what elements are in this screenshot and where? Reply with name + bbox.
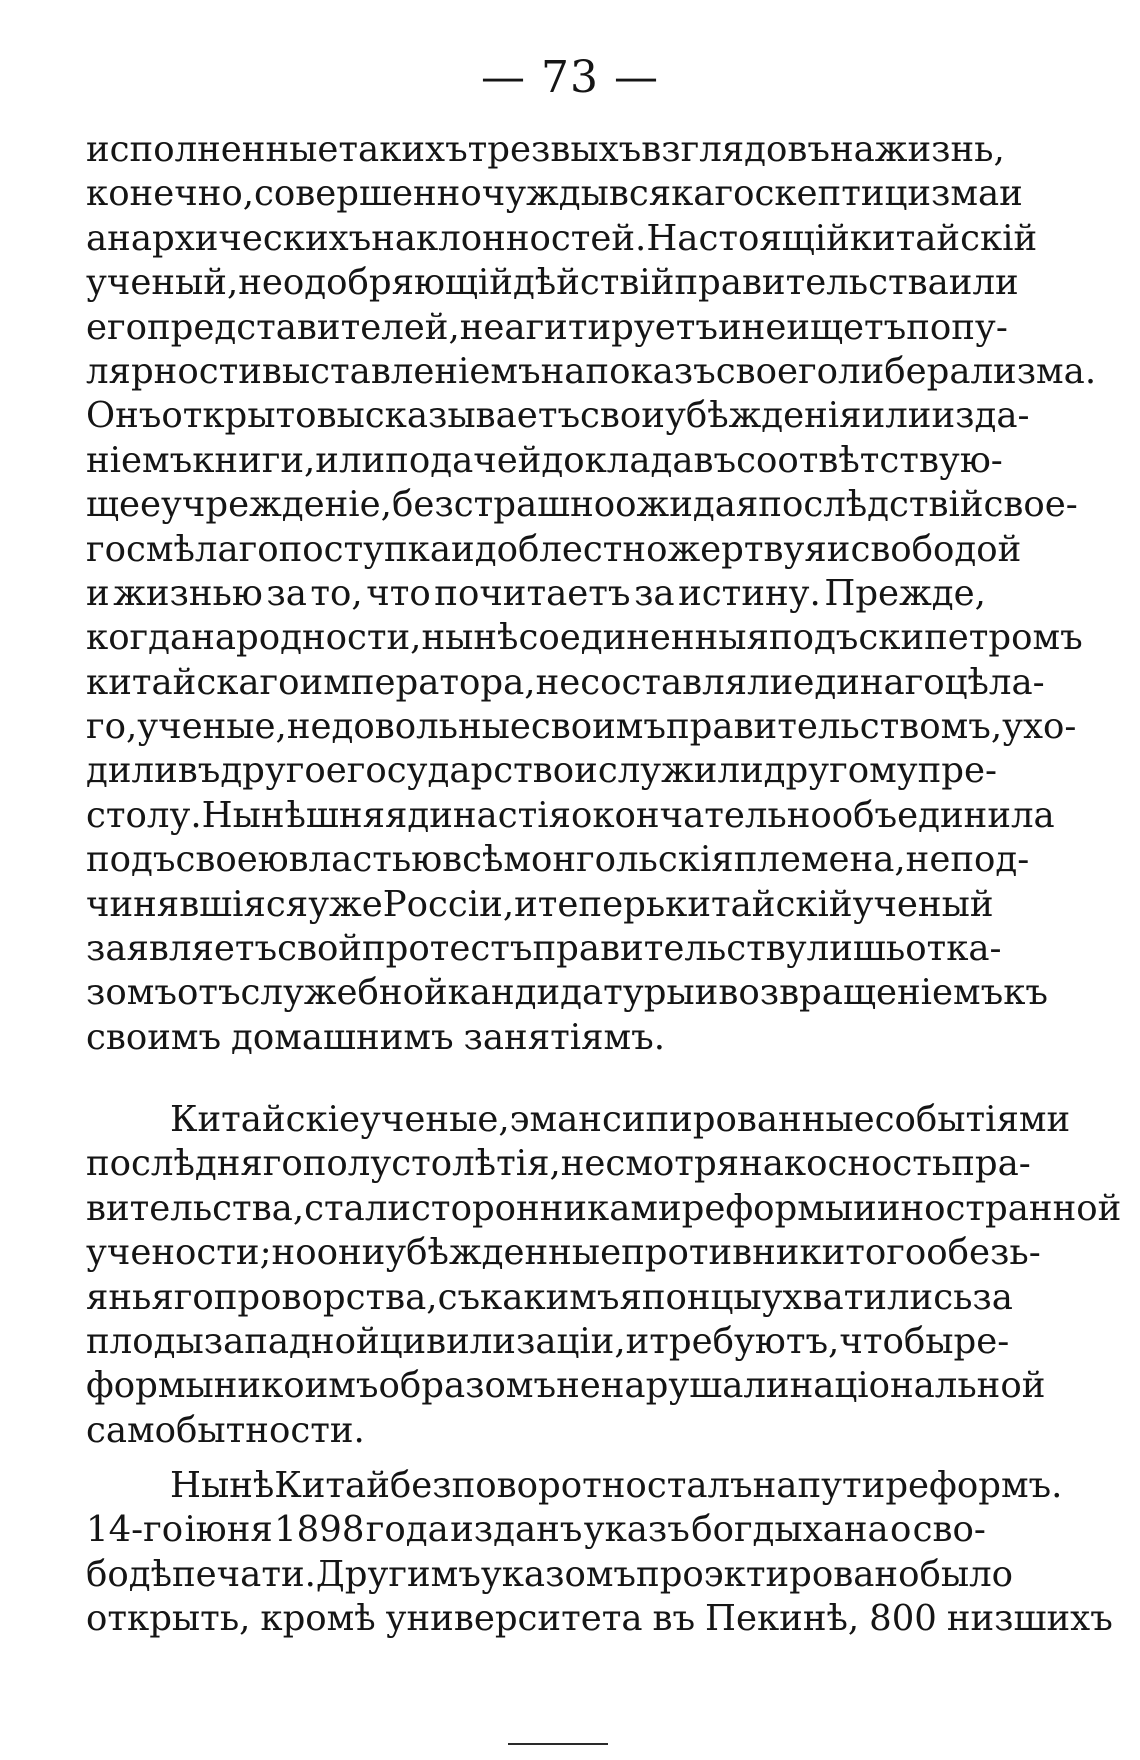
text-line: ученый, не одобряющій дѣйствій правительства или bbox=[86, 262, 1019, 304]
text-line: Китайскіе ученые, эмансипированные событіями bbox=[170, 1099, 1071, 1140]
text-line: щее учрежденіе, безстрашно ожидая послѣдствій свое- bbox=[86, 484, 1078, 526]
text-line: чинявшіяся уже Россіи, и теперь китайскій ученый bbox=[86, 883, 994, 925]
text-line: столу. Нынѣшняя династія окончательно объединила bbox=[86, 794, 1055, 836]
text-line: самобытности. bbox=[86, 1409, 365, 1451]
paragraph-2 bbox=[86, 1098, 1122, 1453]
text-line: бодѣ печати. Другимъ указомъ проэктировано было bbox=[86, 1553, 1014, 1595]
text-line: своимъ домашнимъ занятіямъ. bbox=[86, 1016, 665, 1058]
paragraph-1 bbox=[86, 128, 1097, 1060]
text-line: формы никоимъ образомъ не нарушали національной bbox=[86, 1365, 1046, 1407]
text-line: го смѣлаго поступка и доблестно жертвуя и свободой bbox=[86, 528, 1022, 570]
text-line: зомъ отъ служебной кандидатуры и возвращеніемъ къ bbox=[86, 972, 1048, 1014]
text-line: когда народности, нынѣ соединенныя подъ скипетромъ bbox=[86, 617, 1083, 659]
paragraph-3 bbox=[86, 1464, 1113, 1642]
text-line: китайскаго императора, не составляли единаго цѣла- bbox=[86, 661, 1045, 703]
text-line: плоды западной цивилизаціи, и требуютъ, чтобы ре- bbox=[86, 1320, 1010, 1362]
text-line: Нынѣ Китай безповоротно сталъ на пути реформъ. bbox=[170, 1465, 1063, 1506]
text-line: Онъ открыто высказываетъ свои убѣжденія или изда- bbox=[86, 395, 1030, 437]
text-line: вительства, стали сторонниками реформы и иностранной bbox=[86, 1187, 1122, 1229]
text-line: лярности выставленіемъ на показъ своего либерализма. bbox=[86, 350, 1097, 392]
text-line: яньяго проворства, съ какимъ японцы ухватились за bbox=[86, 1276, 1013, 1318]
text-line: подъ своею властью всѣ монгольскія племена, не под- bbox=[86, 839, 1030, 881]
footer-rule bbox=[508, 1743, 608, 1745]
text-line: послѣдняго полустолѣтія, несмотря на косность пра- bbox=[86, 1143, 1031, 1185]
text-line: дили въ другое государство и служили другому пре- bbox=[86, 750, 998, 792]
text-line: анархическихъ наклонностей. Настоящій китайскій bbox=[86, 217, 1038, 259]
text-line: и жизнью за то, что почитаетъ за истину. Прежде, bbox=[86, 572, 986, 614]
text-line: 14-го іюня 1898 года изданъ указъ богдыхана о сво- bbox=[86, 1509, 986, 1551]
text-line: учености; но они убѣжденные противники того обезь- bbox=[86, 1232, 1041, 1274]
text-line: его представителей, не агитируетъ и не ищетъ попу- bbox=[86, 306, 1008, 348]
page-number: — 73 — bbox=[481, 52, 659, 103]
text-line: ніемъ книги, или подачей доклада въ соотвѣтствую- bbox=[86, 439, 1003, 481]
text-line: исполненные такихъ трезвыхъ взглядовъ на жизнь, bbox=[86, 129, 1005, 170]
text-line: заявляетъ свой протестъ правительству лишь отка- bbox=[86, 928, 1002, 970]
text-line: го, ученые, недовольные своимъ правительствомъ, ухо- bbox=[86, 706, 1077, 748]
text-line: конечно, совершенно чужды всякаго скептицизма и bbox=[86, 173, 1023, 215]
text-line: открыть, кромѣ университета въ Пекинѣ, 800 низшихъ bbox=[86, 1598, 1113, 1640]
